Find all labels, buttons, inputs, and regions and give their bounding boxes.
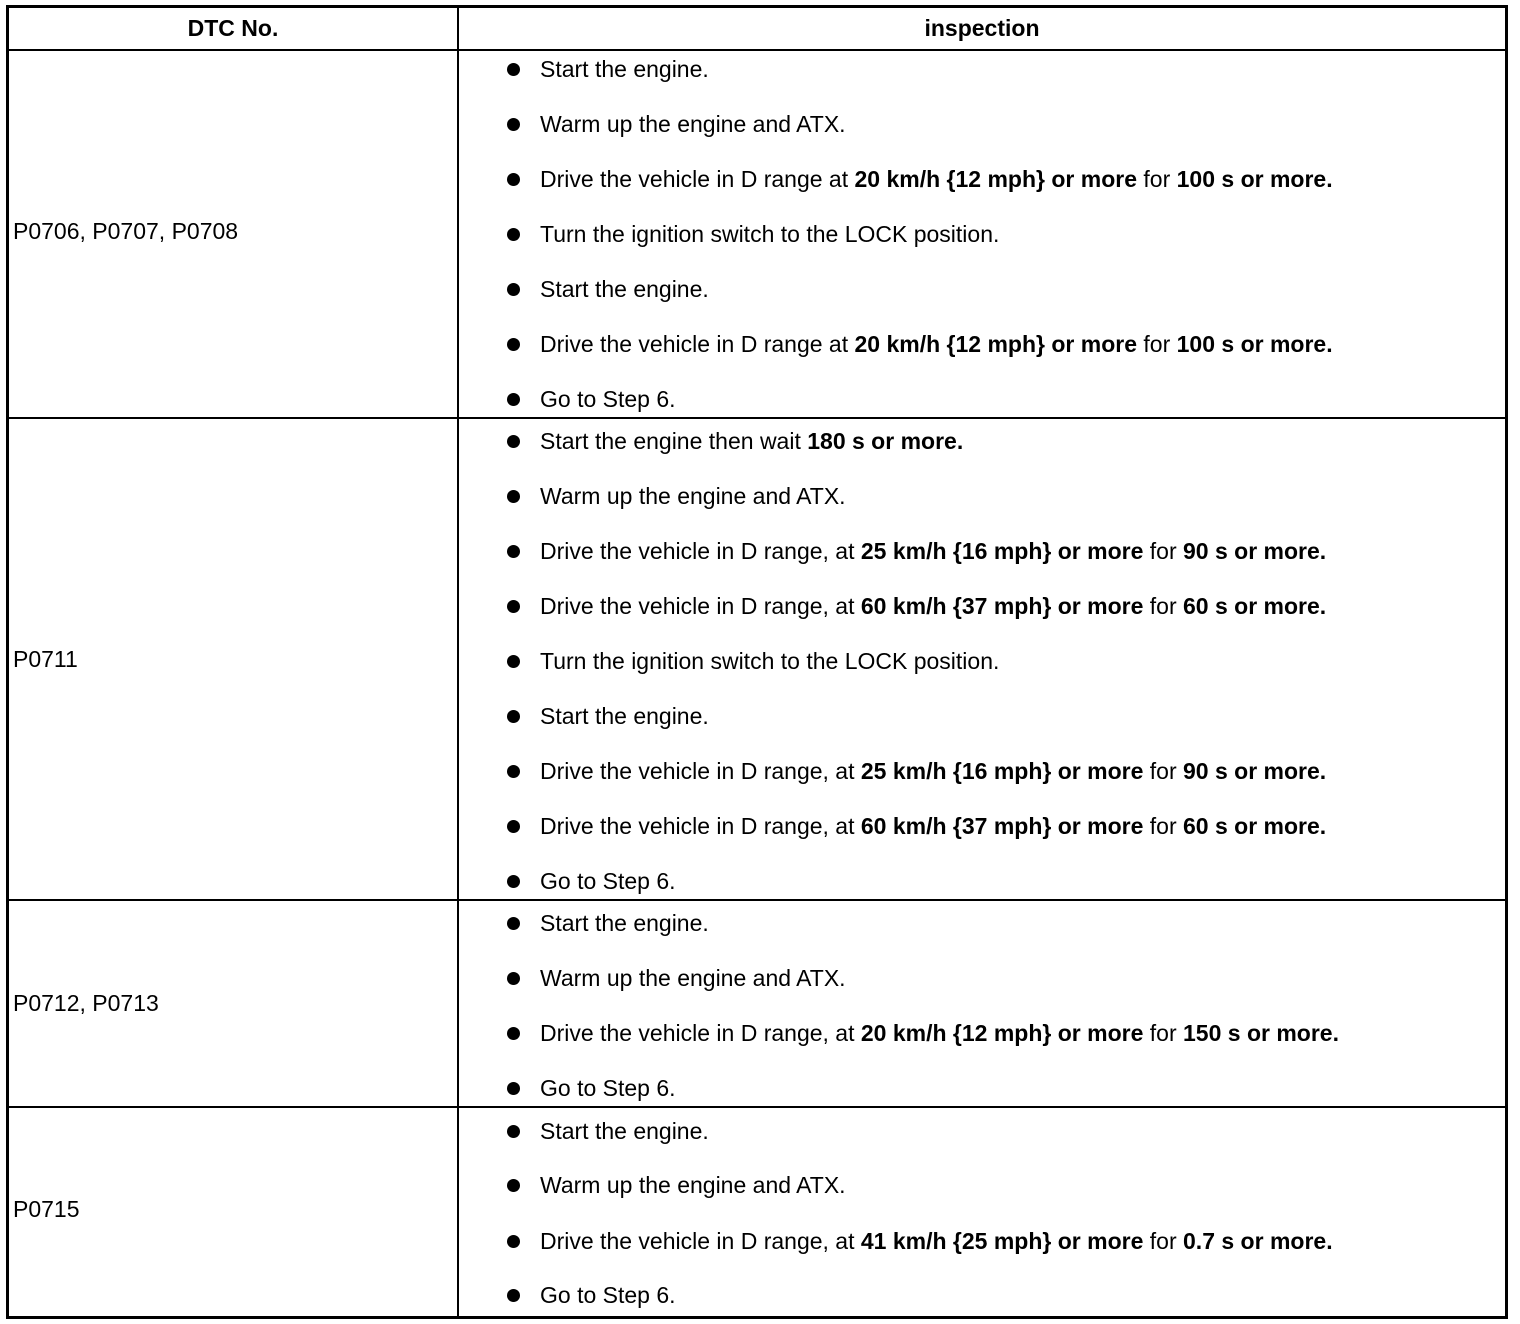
step-text: Turn the ignition switch to the LOCK position.	[540, 220, 1000, 247]
step-text: Drive the vehicle in D range, at	[540, 812, 861, 839]
step-text-bold: 90 s or more.	[1183, 537, 1327, 564]
step-text: Start the engine.	[540, 909, 709, 936]
step-text-bold: 25 km/h {16 mph} or more	[860, 537, 1144, 564]
step-text-bold: 150 s or more.	[1183, 1019, 1339, 1046]
step-text: Turn the ignition switch to the LOCK position.	[540, 647, 1000, 674]
step-text-bold: 180 s or more.	[807, 427, 964, 454]
step-text: Go to Step 6.	[540, 385, 676, 412]
step-text-bold: 60 s or more.	[1183, 592, 1327, 619]
step-text: for	[1137, 330, 1177, 357]
step-text: Start the engine.	[540, 702, 709, 729]
step-text: Drive the vehicle in D range at	[540, 165, 855, 192]
bullet-icon	[507, 1179, 520, 1192]
header-dtc-no: DTC No.	[187, 15, 279, 41]
step-text: Start the engine.	[540, 55, 709, 82]
step-text-bold: 0.7 s or more.	[1183, 1227, 1333, 1254]
inspection-steps	[459, 8, 1505, 1316]
bullet-icon	[507, 1235, 520, 1248]
step-text: Start the engine.	[540, 275, 709, 302]
step-text-bold: 20 km/h {12 mph} or more	[854, 165, 1137, 192]
dtc-inspection-table	[6, 5, 1508, 1319]
step-text: Go to Step 6.	[540, 1281, 676, 1308]
step-text: for	[1143, 757, 1184, 784]
step-text: for	[1143, 1227, 1184, 1254]
dtc-code-cell: P0711	[13, 645, 78, 672]
dtc-code-cell: P0715	[13, 1196, 80, 1222]
bullet-icon	[507, 1125, 520, 1138]
step-text-bold: 90 s or more.	[1183, 757, 1327, 784]
step-text: Drive the vehicle in D range, at	[540, 537, 861, 564]
step-text: Drive the vehicle in D range, at	[540, 757, 861, 784]
step-text: Drive the vehicle in D range at	[540, 330, 855, 357]
step-text: Drive the vehicle in D range, at	[540, 1019, 861, 1046]
step-text: Warm up the engine and ATX.	[540, 1171, 846, 1198]
step-text: Warm up the engine and ATX.	[540, 482, 846, 509]
inspection-step	[459, 1226, 1333, 1256]
step-text: Drive the vehicle in D range, at	[540, 1227, 861, 1254]
step-text-bold: 20 km/h {12 mph} or more	[854, 330, 1137, 357]
header-inspection: inspection	[924, 15, 1040, 41]
step-text: for	[1143, 537, 1184, 564]
step-text-bold: 60 s or more.	[1183, 812, 1327, 839]
step-text: Go to Step 6.	[540, 867, 676, 894]
step-text-bold: 25 km/h {16 mph} or more	[860, 757, 1144, 784]
bullet-icon	[507, 1289, 520, 1302]
dtc-code-cell: P0712, P0713	[13, 990, 159, 1016]
step-text: for	[1143, 592, 1184, 619]
inspection-step	[459, 1116, 709, 1146]
step-text-bold: 100 s or more.	[1176, 330, 1333, 357]
step-text: Drive the vehicle in D range, at	[540, 592, 861, 619]
step-text: for	[1143, 1019, 1184, 1046]
step-text-bold: 60 km/h {37 mph} or more	[860, 812, 1144, 839]
step-text: Go to Step 6.	[540, 1074, 676, 1101]
step-text: Start the engine then wait	[540, 427, 808, 454]
inspection-step	[459, 1280, 676, 1310]
step-text: Warm up the engine and ATX.	[540, 110, 846, 137]
step-text-bold: 60 km/h {37 mph} or more	[860, 592, 1144, 619]
step-text-bold: 100 s or more.	[1176, 165, 1333, 192]
step-text-bold: 20 km/h {12 mph} or more	[860, 1019, 1144, 1046]
step-text: for	[1143, 812, 1184, 839]
step-text: Warm up the engine and ATX.	[540, 964, 846, 991]
step-text: Start the engine.	[540, 1117, 709, 1144]
step-text: for	[1137, 165, 1177, 192]
inspection-step	[459, 1170, 846, 1200]
step-text-bold: 41 km/h {25 mph} or more	[860, 1227, 1144, 1254]
dtc-code-cell: P0706, P0707, P0708	[13, 218, 239, 244]
